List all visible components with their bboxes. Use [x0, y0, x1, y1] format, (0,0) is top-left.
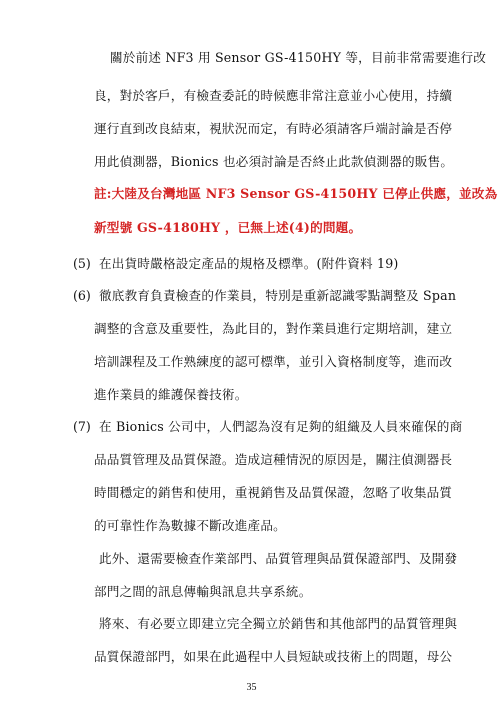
note-line: 新型號 GS-4180HY ，已無上述(4)的問題。: [94, 220, 362, 235]
text-line: 運行直到改良結束，視狀況而定，有時必須請客戶端討論是否停: [94, 121, 453, 136]
text-line: 培訓課程及工作熟練度的認可標準，並引入資格制度等，進而改: [94, 354, 453, 369]
text-line: 徹底教育負責檢查的作業員，特別是重新認識零點調整及 Span: [99, 288, 457, 303]
text-line: 的可靠性作為數據不斷改進產品。: [94, 518, 286, 533]
text-line: 品質保證部門，如果在此過程中人員短缺或技術上的問題，母公: [94, 649, 453, 664]
text-line: 將來、有必要立即建立完全獨立於銷售和其他部門的品質管理與: [99, 616, 458, 631]
text-line: 良，對於客戶，有檢查委託的時候應非常注意並小心使用，持續: [94, 88, 453, 103]
item-number: (6): [73, 288, 91, 303]
text-line: 在出貨時嚴格設定產品的規格及標準。(附件資料 19): [99, 256, 399, 271]
page-number: 35: [246, 682, 257, 693]
text-line: 在 Bionics 公司中，人們認為沒有足夠的組織及人員來確保的商: [99, 419, 463, 434]
text-line: 部門之間的訊息傳輸與訊息共享系統。: [94, 584, 312, 599]
item-number: (7): [73, 419, 91, 434]
text-line: 此外、還需要檢查作業部門、品質管理與品質保證部門、及開發: [99, 551, 458, 566]
text-line: 調整的含意及重要性，為此目的，對作業員進行定期培訓，建立: [94, 321, 453, 336]
item-number: (5): [73, 256, 91, 271]
note-line: 註:大陸及台灣地區 NF3 Sensor GS-4150HY 已停止供應，並改為: [94, 186, 498, 201]
text-line: 用此偵測器，Bionics 也必須討論是否終止此款偵測器的販售。: [94, 154, 454, 169]
text-line: 進作業員的維護保養技術。: [94, 387, 248, 402]
text-line: 關於前述 NF3 用 Sensor GS-4150HY 等，目前非常需要進行改: [110, 50, 487, 65]
text-line: 時間穩定的銷售和使用，重視銷售及品質保證，忽略了收集品質: [94, 485, 453, 500]
text-line: 品品質管理及品質保證。造成這種情況的原因是，關注偵測器長: [94, 452, 453, 467]
